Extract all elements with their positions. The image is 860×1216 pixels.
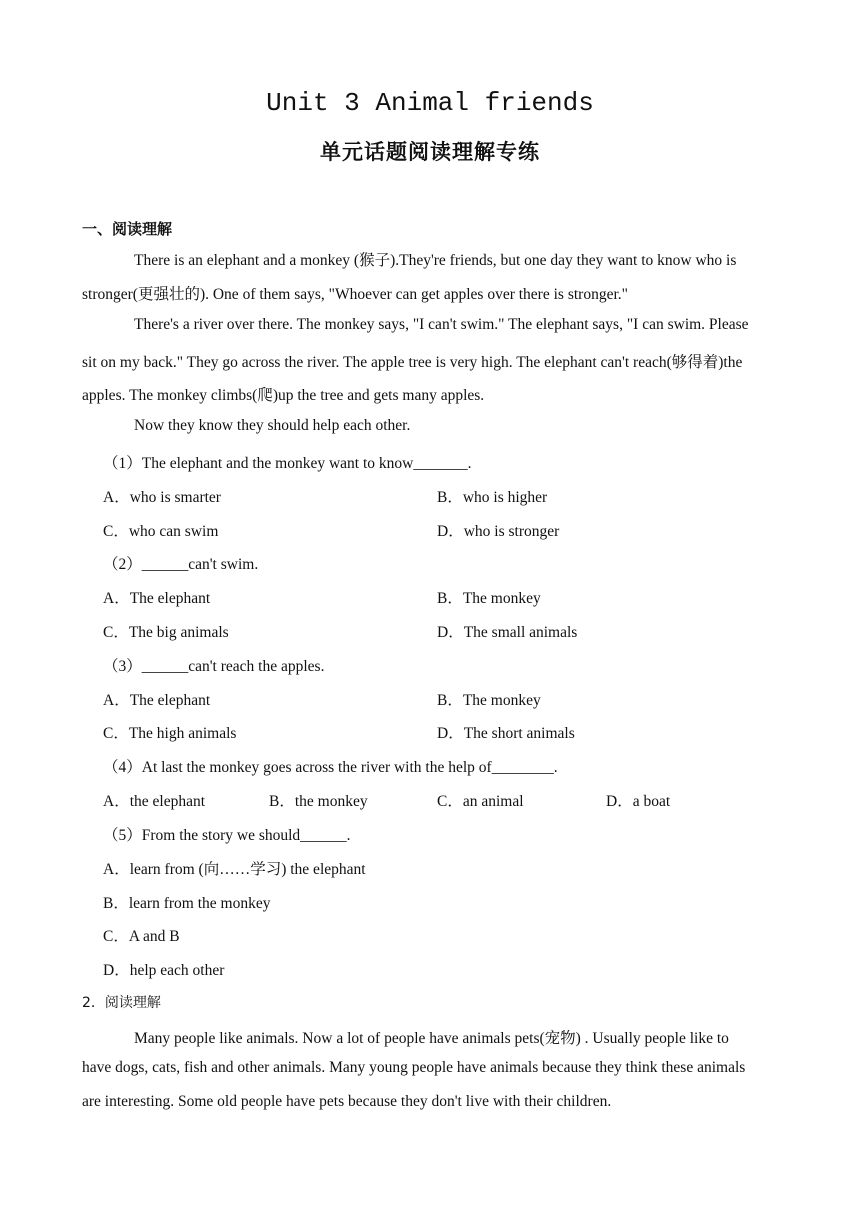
question-1-option-c: C．who can swim xyxy=(103,523,219,540)
question-3-stem: （3）______can't reach the apples. xyxy=(103,658,325,675)
passage-1-line: Now they know they should help each other. xyxy=(134,417,411,434)
question-1-option-a: A．who is smarter xyxy=(103,489,221,506)
question-3-option-c: C．The high animals xyxy=(103,725,237,742)
question-1-option-b: B．who is higher xyxy=(437,489,548,506)
question-3-option-d: D．The short animals xyxy=(437,725,575,742)
question-4-stem: （4）At last the monkey goes across the river with the help of________. xyxy=(103,759,558,776)
passage-1-line: There is an elephant and a monkey (猴子).They're friends, but one day they want to know who is xyxy=(134,252,737,269)
question-2-stem: （2）______can't swim. xyxy=(103,556,259,573)
question-5-option-b: B．learn from the monkey xyxy=(103,895,271,912)
question-4-option-d: D．a boat xyxy=(606,793,671,810)
question-2-option-d: D．The small animals xyxy=(437,624,578,641)
question-2-option-c: C．The big animals xyxy=(103,624,229,641)
passage-1-line: stronger(更强壮的). One of them says, "Whoever can get apples over there is stronger." xyxy=(82,286,628,303)
question-5-option-c: C．A and B xyxy=(103,928,180,945)
passage-1-line: sit on my back." They go across the river. The apple tree is very high. The elephant can't reach(够得着)the xyxy=(82,354,743,371)
question-4-option-a: A．the elephant xyxy=(103,793,206,810)
question-5-option-a: A．learn from (向……学习) the elephant xyxy=(103,861,366,878)
passage-1-line: apples. The monkey climbs(爬)up the tree and gets many apples. xyxy=(82,387,485,404)
question-3-option-b: B．The monkey xyxy=(437,692,541,709)
question-4-option-b: B．the monkey xyxy=(269,793,368,810)
question-1-stem: （1）The elephant and the monkey want to know_______. xyxy=(103,455,472,472)
passage-2-line: have dogs, cats, fish and other animals. Many young people have animals because they think these animals xyxy=(82,1059,746,1076)
question-2-option-b: B．The monkey xyxy=(437,590,541,607)
question-1-option-d: D．who is stronger xyxy=(437,523,560,540)
section-2-heading: 2．阅读理解 xyxy=(82,995,161,1011)
passage-2-line: Many people like animals. Now a lot of people have animals pets(宠物) . Usually people like to xyxy=(134,1030,729,1047)
question-2-option-a: A．The elephant xyxy=(103,590,211,607)
question-4-option-c: C．an animal xyxy=(437,793,524,810)
document-title: Unit 3 Animal friends xyxy=(266,88,594,118)
passage-2-line: are interesting. Some old people have pets because they don't live with their children. xyxy=(82,1093,612,1110)
question-3-option-a: A．The elephant xyxy=(103,692,211,709)
section-1-heading: 一、阅读理解 xyxy=(82,220,173,238)
question-5-stem: （5）From the story we should______. xyxy=(103,827,351,844)
document-subtitle: 单元话题阅读理解专练 xyxy=(320,139,540,164)
question-5-option-d: D．help each other xyxy=(103,962,225,979)
passage-1-line: There's a river over there. The monkey says, "I can't swim." The elephant says, "I can swim. Please xyxy=(134,316,749,333)
